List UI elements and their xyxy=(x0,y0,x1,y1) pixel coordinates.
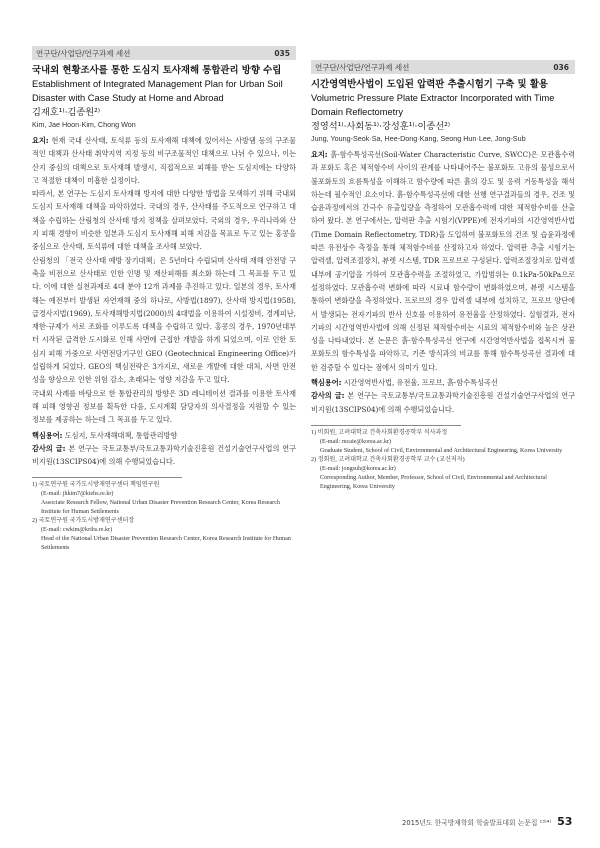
footnote-line: Head of the National Urban Disaster Prevention Research Center, Korea Research Institute for Human Settlements xyxy=(41,536,291,552)
abstract-paragraph: 따라서, 본 연구는 도심지 토사재해 방지에 대한 다양한 방법을 모색하기 위해 국내외 도심지 토사재해 대책을 파악하였다. 국내의 경우, 산사태를 주도적으로 연구하고 대책을 수립하는 산림청의 산사태 방지 정책을 살펴보았다. 국외의 경우, 우리나라와 산지 피해 경향이 비슷한 일본과 도심지 토사재해 피해 저감을 목표로 두고 있는 홍콩을 중심으로 산사태, 토석류에 대한 대책을 조사해 보았다. xyxy=(32,189,296,252)
abstract-body xyxy=(32,134,296,468)
article-right xyxy=(311,60,575,492)
acknowledgement: 감사의 글: 본 연구는 국토교통부/국토교통과학기술진흥원 건설기술연구사업의 연구비지원(13SCIPS04)에 의해 수행되었습니다. xyxy=(32,443,296,467)
footnote-line: Corresponding Author, Member, Professor, School of Civil, Environmental and Architectural Engineering, Korea University xyxy=(320,474,547,490)
keywords: 핵심용어: 시간영역반사법, 유전율, 프로브, 흙-함수특성곡선 xyxy=(311,378,498,388)
footnote-divider xyxy=(32,477,182,478)
page-number: 53 xyxy=(557,815,573,828)
ack-label: 감사의 글: xyxy=(311,391,345,401)
footnote-line: 2) 국토연구원 국가도시방재연구센터장 xyxy=(32,518,135,525)
footnote-line: (E-mail: mcaie@korea.ac.kr) xyxy=(320,438,392,445)
footnote-line: Associate Research Fellow, National Urban Disaster Prevention Research Center, Korea Research Institute for Human Settlements xyxy=(41,500,280,516)
footnote-line: 1) 비회원, 고려대학교 건축사회환경공학부 석사과정 xyxy=(311,429,448,436)
title-korean: 국내외 현황조사를 통한 도심지 토사재해 통합관리 방향 수립 xyxy=(32,65,282,76)
title-english: Establishment of Integrated Management Plan for Urban Soil Disaster with Case Study at Home and Abroad xyxy=(32,79,283,103)
keywords: 핵심용어: 도심지, 토사재해대책, 통합관리방향 xyxy=(32,430,178,440)
authors-english: Jung, Young-Seok·Sa, Hee-Dong·Kang, Seong Hun·Lee, Jong-Sub xyxy=(311,134,526,143)
title-english: Volumetric Pressure Plate Extractor Incorporated with Time Domain Reflectometry xyxy=(311,93,555,117)
footnotes xyxy=(311,429,575,492)
footnote-line: Graduate Student, School of Civil, Environmental and Architectural Engineering, Korea University xyxy=(320,447,563,454)
abstract-paragraph: 요지: 현재 국내 산사태, 토석류 등의 토사재해 대책에 있어서는 사방댐 등의 구조물적인 대책과 산사태 취약지역 지정 등의 비구조물적인 대책으로 나뉘 수 있으나, 이는 산지 중심의 대책으로 토사재해 발생시, 직접적으로 피해를 받는 도심지에는 다양하고 적절한 대책이 미흡한 실정이다. xyxy=(32,136,296,185)
footnote-divider xyxy=(311,425,461,426)
proceedings-title: 2015년도 한국방재학회 학술발표대회 논문집 ¹³⁾⁴⁾ xyxy=(402,819,552,827)
abstract-paragraph: 국내외 사례를 바탕으로 한 통합관리의 방향은 3D 레니테이션 결과를 이용한 토사재해 피해 영향권 정보를 획득한 다음, 도시계획 담당자의 의사결정을 지원할 수 있는 정보를 제공하는 하는데 그 목표를 두고 있다. xyxy=(32,388,296,425)
article-left xyxy=(32,46,296,553)
footnotes xyxy=(32,481,296,553)
section-number: 035 xyxy=(274,48,290,58)
abstract-label: 요지: xyxy=(311,150,328,159)
section-header xyxy=(32,46,296,60)
section-number: 036 xyxy=(553,62,569,72)
abstract-paragraph: 산림청의 「전국 산사태 예방 장기대책」은 5년마다 수립되며 산사태 재해 안전망 구축을 비전으로 산사태로 인한 인명 및 재산피해를 최소화 하는데 그 목표를 두고 있다. 이에 대한 실천과제로 4대 분야 12개 과제를 추진하고 있다. 일본의 경우, 토사재해는 예전부터 발생된 자연재해 중의 하나로, 사방법(1897), 산사태 방지법(1958), 급경사지법(1969), 토사재해방지법(2000)의 4대법을 이용하여 시설정비, 경계피난, 재한·규제가 서로 조화를 이루도록 대책을 수립하고 있다. 홍콩의 경우, 1970년대부터 시작된 급격한 도시화로 인해 사면에 근접한 개발을 하게 되었으며, 이로 인한 토심지 피해 가중으로 사면전담기구인 GEO (Geotechnical Engineering Office)가 설립하게 되었다. GEO의 핵심전략은 3가지로, 새로운 개발에 대한 대처, 사면 안전성을 향상으로 인한 위험 감소, 초래되는 영향 저감을 두고 있다. xyxy=(32,255,296,385)
ack-label: 감사의 글: xyxy=(32,443,66,453)
section-header xyxy=(311,60,575,74)
footnote-line: (E-mail: cwkim@krihs.re.kr) xyxy=(41,527,113,534)
authors-korean: 김재호¹⁾·김종원²⁾ xyxy=(32,107,101,118)
acknowledgement: 감사의 글: 본 연구는 국토교통부/국토교통과학기술진흥원 건설기술연구사업의 연구비지원(13SCIPS04)에 의해 수행되었습니다. xyxy=(311,391,575,414)
keywords-label: 핵심용어: xyxy=(311,378,342,388)
authors-english: Kim, Jae Hoon·Kim, Chong Won xyxy=(32,120,136,129)
footnote-line: (E-mail: jongsub@korea.ac.kr) xyxy=(320,465,396,472)
section-label: 연구단/사업단/연구과제 세션 xyxy=(36,48,131,58)
keywords-label: 핵심용어: xyxy=(32,430,63,440)
abstract-body xyxy=(311,148,575,416)
footnote-line: 2) 정회원, 고려대학교 건축사회환경공학부 교수 (교신저자) xyxy=(311,456,465,463)
footnote-line: (E-mail: jhkim7@kiehs.re.kr) xyxy=(41,491,114,498)
page-footer xyxy=(402,815,572,828)
footnote-line: 1) 국토연구원 국가도시방재연구센터 책임연구원 xyxy=(32,482,160,489)
section-label: 연구단/사업단/연구과제 세션 xyxy=(315,62,410,72)
title-korean: 시간영역반사법이 도입된 압력판 추출시험기 구축 및 활용 xyxy=(311,79,548,90)
authors-korean: 정영석¹⁾·사회동¹⁾·강성훈¹⁾·이종선²⁾ xyxy=(311,121,451,132)
abstract-label: 요지: xyxy=(32,136,49,145)
abstract-paragraph: 요지: 흙-함수특성곡선(Soil-Water Characteristic Curve, SWCC)은 모관흡수력과 포화도 혹은 체적함수비 사이의 관계를 나타내어주는 불포화토 고유의 물성으로서 불포화토의 흐름특성을 이해하고 함수량에 따른 흙의 강도 및 응력 거동특성을 해석하는데 필수적인 요소이다. 흙-함수특성곡선에 대한 선행 연구결과들의 경우, 건조 및 습윤과정에서의 간극수 유출입량을 측정하여 모관흡수력에 대한 체적함수비를 산출하여 왔다. 본 연구에서는, 압력판 추출 시험기(VPPE)에 전자기파의 시간영역반사법(Time Domain Reflectometry, TDR)을 도입하여 불포화토의 건조 및 습윤과정에 따른 유전상수 측정을 통해 체적함수비를 산정하고자 하였다. 압력판 추출 시험기는 압력셀, 압력조절장치, 뷰렛 시스템, TDR 프로브로 구성된다. 압력조절장치로 압력셀 내부에 공기압을 가하여 모관흡수력을 조절하였고, 가압범위는 0.1kPa-50kPa으로 설정하였다. 모관흡수력 변화에 따라 시료내 함수량이 변화하였으며, 뷰렛 시스템을 통하여 변화량을 측정하였다. 프로브의 경우 압력셀 내부에 설치하고, 프로브 양단에서 발생되는 전자기파의 반사 신호를 이용하여 유전율을 산정하였다. 실험결과, 전자기파의 시간영역반사법에 의해 신정된 체적함수비는 시료의 체적함수비와 높은 상관성을 나타내었다. 본 논문은 흙-함수특성곡선 연구에 시간영역반사법을 접목시켜 불포화토의 함수특성을 파악하고, 기존 방식과의 비교를 통해 함수특성곡선 결과에 대한 검증할 수 있다는 점에서 의미가 있다. xyxy=(311,150,575,372)
